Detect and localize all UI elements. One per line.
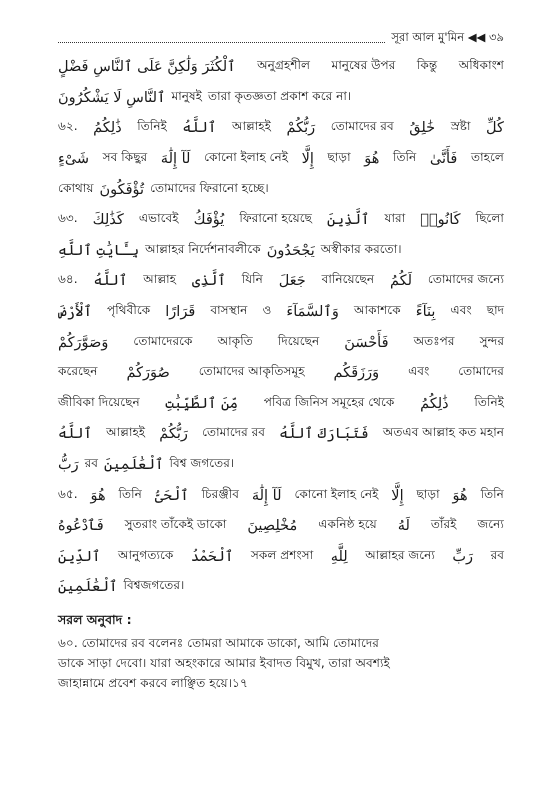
arabic-word: رَبِّ xyxy=(452,548,474,565)
text-line xyxy=(58,266,504,297)
bengali-meaning: তোমাদের রব xyxy=(202,425,266,440)
arabic-word: لَكُمُ xyxy=(389,273,413,290)
page-header xyxy=(58,24,504,48)
bengali-meaning: আল্লাহ xyxy=(143,272,176,287)
arabic-word: بِنَآءً xyxy=(415,304,436,321)
bengali-meaning: রব xyxy=(84,456,99,471)
arabic-word: ذَٰلِكُمُ xyxy=(420,395,449,412)
arabic-word: رَبُّكُمْ xyxy=(159,426,188,443)
bengali-meaning: পৃথিবীকে xyxy=(107,303,151,318)
arabic-word: كُلِّ xyxy=(486,120,504,137)
arabic-word: ٱلْكُثَرَ وَلَٰكِنَّ عَلَى ٱلنَّاسِ فَضْلٍ xyxy=(58,59,236,76)
bengali-meaning: আল্লাহর নির্দেশনাবলীকে xyxy=(145,241,261,256)
arabic-word: فَتَبَارَكَ ٱللَّهُ xyxy=(279,426,369,443)
arabic-word: شَىْءٍ xyxy=(58,151,90,168)
arabic-word: ٱلْأَرْضَ xyxy=(58,304,92,321)
text-line xyxy=(58,419,504,450)
bengali-meaning: দিয়েছেন xyxy=(277,333,320,348)
text-line xyxy=(58,236,504,267)
bengali-meaning: তিনি xyxy=(118,486,142,501)
bengali-meaning: এভাবেই xyxy=(138,211,179,226)
arabic-word: فَٱدْعُوهُ xyxy=(58,518,104,535)
arabic-word: ٱلْحَمْدُ xyxy=(190,548,234,565)
bengali-meaning: তোমাদের ফিরানো হচ্ছে। xyxy=(150,180,269,195)
bengali-meaning: তিনি xyxy=(480,486,504,501)
bengali-meaning: অস্বীকার করতো। xyxy=(320,241,402,256)
header-dotted-rule xyxy=(58,42,385,43)
bengali-meaning: ছাড়া xyxy=(327,150,351,165)
arabic-word: ٱلَّذِى xyxy=(191,273,226,290)
arabic-word: مُخْلِصِينَ xyxy=(247,518,298,535)
text-line xyxy=(58,113,504,144)
bengali-meaning: ৬৪. xyxy=(58,272,78,287)
text-line xyxy=(58,144,504,175)
bengali-meaning: বাসস্থান xyxy=(210,303,248,318)
arabic-word: ٱللَّهُ xyxy=(182,120,217,137)
bengali-meaning: অতএব আল্লাহ কত মহান xyxy=(382,425,504,440)
arabic-word: ٱلَّذِينَ xyxy=(327,212,370,229)
arabic-word: ٱللَّهُ xyxy=(93,273,128,290)
bengali-meaning: অধিকাংশ xyxy=(458,58,504,73)
translation-line: ৬০. তোমাদের রব বলেনঃ তোমরা আমাকে ডাকো, আমি তোমাদের xyxy=(58,635,379,650)
text-line xyxy=(58,542,504,573)
bengali-meaning: তোমাদের রব xyxy=(330,119,394,134)
bengali-meaning: কোথায় xyxy=(58,180,94,195)
bengali-meaning: মানুষই xyxy=(171,88,202,103)
arabic-word: يَجْحَدُونَ xyxy=(266,242,315,259)
bengali-meaning: বিশ্বজগতের। xyxy=(123,578,185,593)
bengali-meaning: আল্লাহই xyxy=(106,425,146,440)
bengali-meaning: তোমাদের জন্যে xyxy=(427,272,504,287)
bengali-meaning: বিশ্ব জগতের। xyxy=(169,456,235,471)
arabic-word: كَذَٰلِكَ xyxy=(92,212,124,229)
bengali-meaning: স্রষ্টা xyxy=(450,119,471,134)
bengali-meaning: তিনিই xyxy=(474,394,504,409)
arabic-word: ٱللَّهُ xyxy=(58,426,92,443)
text-line xyxy=(58,389,504,420)
bengali-meaning: সব কিছুর xyxy=(102,150,148,165)
bengali-meaning: ছিলো xyxy=(475,211,504,226)
text-line xyxy=(58,480,504,511)
text-line xyxy=(58,450,504,481)
bengali-meaning: অতঃপর xyxy=(413,333,455,348)
arabic-word: مِّنَ ٱلطَّيِّبَٰتِ xyxy=(165,395,239,412)
arabic-word: يُؤْفَكُ xyxy=(193,212,225,229)
arabic-word: لِلَّهِ xyxy=(330,548,348,565)
arabic-word: إِلَّا xyxy=(391,487,404,504)
text-line xyxy=(58,511,504,542)
arabic-word: رَبُّكُمْ xyxy=(286,120,316,137)
bengali-meaning: ৬২. xyxy=(58,119,78,134)
text-line xyxy=(58,572,504,603)
bengali-meaning: মানুষের উপর xyxy=(331,58,396,73)
bengali-meaning: ৬৩. xyxy=(58,211,78,226)
bengali-meaning: আকাশকে xyxy=(353,303,401,318)
bengali-meaning: তোমাদেরকে xyxy=(133,333,193,348)
bengali-meaning: আনুগত্যকে xyxy=(118,547,174,562)
bengali-meaning: তিনি xyxy=(392,150,417,165)
arabic-word: قَرَارًا xyxy=(165,304,196,321)
text-line xyxy=(58,358,504,389)
arabic-word: فَأَحْسَنَ xyxy=(344,334,389,351)
bengali-meaning: তারা কৃতজ্ঞতা প্রকাশ করে না। xyxy=(207,88,352,103)
text-line xyxy=(58,327,504,358)
bengali-meaning: যারা xyxy=(384,211,406,226)
arabic-word: إِلَّا xyxy=(301,151,314,168)
word-by-word-text xyxy=(58,52,504,695)
bengali-meaning: এবং xyxy=(450,303,472,318)
bengali-meaning: কোনো ইলাহ নেই xyxy=(204,150,289,165)
arabic-word: ٱلْعَٰلَمِينَ xyxy=(58,579,118,596)
bengali-meaning: জন্যে xyxy=(477,517,504,532)
bengali-meaning: যিনি xyxy=(241,272,263,287)
arabic-word: تُؤْفَكُونَ xyxy=(99,181,145,198)
bengali-meaning: সুন্দর xyxy=(479,333,504,348)
arabic-word: وَٱلسَّمَآءَ xyxy=(286,304,339,321)
arabic-word: ٱلنَّاسِ لَا يَشْكُرُونَ xyxy=(58,89,166,106)
arabic-word: لَهُ xyxy=(397,518,410,535)
bengali-meaning: করেছেন xyxy=(58,364,98,379)
bengali-meaning: সকল প্রশংসা xyxy=(250,547,314,562)
arabic-word: فَأَنَّىٰ xyxy=(429,151,458,168)
arabic-word: جَعَلَ xyxy=(278,273,306,290)
arabic-word: ٱلدِّينَ xyxy=(58,548,101,565)
header-surah-title: সূরা আল মু'মিন ◀◀ ৩৯ xyxy=(391,30,504,44)
bengali-meaning: ছাড়া xyxy=(416,486,440,501)
translation-line: ডাকে সাড়া দেবো। যারা অহংকারে আমার ইবাদত বিমুখ, তারা অবশ্যই xyxy=(58,655,390,670)
bengali-meaning: ফিরানো হয়েছে xyxy=(239,211,312,226)
bengali-meaning: জীবিকা দিয়েছেন xyxy=(58,394,140,409)
arabic-word: ٱلْحَىُّ xyxy=(154,487,189,504)
bengali-meaning: কিন্তু xyxy=(416,58,438,73)
bengali-meaning: ৬৫. xyxy=(58,486,78,501)
arabic-word: ٱلْعَٰلَمِينَ xyxy=(104,457,164,474)
bengali-meaning: তোমাদের আকৃতিসমূহ xyxy=(198,364,305,379)
arabic-word: كَانُوا۟ xyxy=(420,212,461,229)
bengali-meaning: তাঁরই xyxy=(430,517,457,532)
bengali-meaning: তিনিই xyxy=(137,119,167,134)
arabic-word: صُوَرَكُمْ xyxy=(126,365,170,382)
text-line xyxy=(58,174,504,205)
arabic-word: ذَٰلِكُمُ xyxy=(93,120,122,137)
bengali-meaning: আল্লাহর জন্যে xyxy=(365,547,435,562)
arabic-word: وَصَوَّرَكُمْ xyxy=(58,334,109,351)
arabic-word: هُوَ xyxy=(90,487,106,504)
bengali-meaning: সুতরাং তাঁকেই ডাকো xyxy=(124,517,227,532)
bengali-meaning: রব xyxy=(490,547,504,562)
bengali-meaning: তোমাদের xyxy=(458,364,504,379)
bengali-meaning: কোনো ইলাহ নেই xyxy=(294,486,379,501)
arabic-word: رَبُّ xyxy=(58,457,79,474)
bengali-meaning: এবং xyxy=(408,364,430,379)
arabic-word: خَٰلِقُ xyxy=(409,120,436,137)
bengali-meaning: আল্লাহই xyxy=(231,119,271,134)
text-line xyxy=(58,83,504,114)
bengali-meaning: ছাদ xyxy=(486,303,504,318)
translation-line: জাহান্নামে প্রবেশ করবে লাঞ্ছিত হয়ে।১৭ xyxy=(58,675,248,690)
bengali-meaning: আকৃতি xyxy=(217,333,253,348)
text-line xyxy=(58,205,504,236)
bengali-meaning: পবিত্র জিনিস সমূহের থেকে xyxy=(263,394,395,409)
arabic-word: وَرَزَقَكُم xyxy=(333,365,380,382)
text-line xyxy=(58,52,504,83)
bengali-meaning: তাহলে xyxy=(470,150,504,165)
arabic-word: هُوَ xyxy=(452,487,468,504)
translation-title: সরল অনুবাদ : xyxy=(58,611,132,627)
arabic-word: لَآ إِلَٰهَ xyxy=(160,151,191,168)
bengali-meaning: ও xyxy=(262,303,272,318)
arabic-word: لَآ إِلَٰهَ xyxy=(251,487,282,504)
arabic-word: هُوَ xyxy=(364,151,380,168)
arabic-word: بِـَٔايَٰتِ ٱللَّهِ xyxy=(58,242,140,259)
bengali-meaning: অনুগ্রহশীল xyxy=(257,58,311,73)
bengali-meaning: চিরঞ্জীব xyxy=(201,486,239,501)
text-line xyxy=(58,297,504,328)
bengali-meaning: বানিয়েছেন xyxy=(321,272,375,287)
bengali-meaning: একনিষ্ঠ হয়ে xyxy=(318,517,377,532)
